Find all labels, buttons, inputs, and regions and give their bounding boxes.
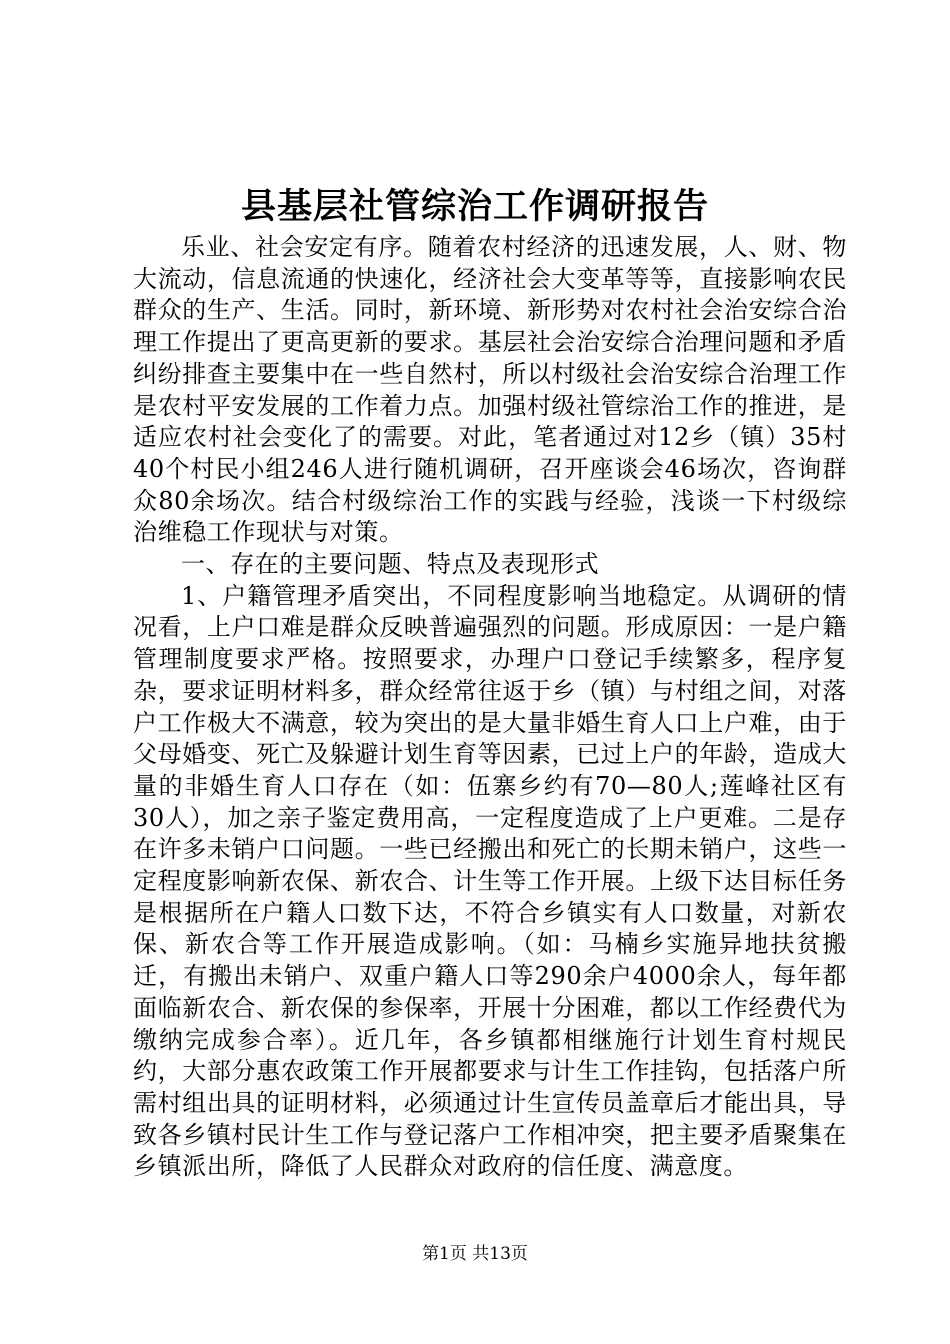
document-title: 县基层社管综治工作调研报告 xyxy=(240,186,709,227)
section-heading: 一、存在的主要问题、特点及表现形式 xyxy=(181,550,600,579)
document-body xyxy=(133,232,847,1183)
paragraph-intro: 乐业、社会安定有序。随着农村经济的迅速发展，人、财、物大流动，信息流通的快速化，经济社会大变革等等，直接影响农民群众的生产、生活。同时，新环境、新形势对农村社会治安综合治理工作提出了更高更新的要求。基层社会治安综合治理问题和矛盾纠纷排查主要集中在一些自然村，所以村级社会治安综合治理工作是农村平安发展的工作着力点。加强村级社管综治工作的推进，是适应农村社会变化了的需要。对此，笔者通过对12乡（镇）35村40个村民小组246人进行随机调研，召开座谈会46场次，咨询群众80余场次。结合村级综治工作的实践与经验，浅谈一下村级综治维稳工作现状与对策。 xyxy=(133,233,847,547)
page-number: 第1页 共13页 xyxy=(422,1244,528,1264)
paragraph-household-registration: 1、户籍管理矛盾突出，不同程度影响当地稳定。从调研的情况看，上户口难是群众反映普遍强烈的问题。形成原因：一是户籍管理制度要求严格。按照要求，办理户口登记手续繁多，程序复杂，要求证明材料多，群众经常往返于乡（镇）与村组之间，对落户工作极大不满意，较为突出的是大量非婚生育人口上户难，由于父母婚变、死亡及躲避计划生育等因素，已过上户的年龄，造成大量的非婚生育人口存在（如：伍寨乡约有70—80人;莲峰社区有30人），加之亲子鉴定费用高，一定程度造成了上户更难。二是存在许多未销户口问题。一些已经搬出和死亡的长期未销户，这些一定程度影响新农保、新农合、计生等工作开展。上级下达目标任务是根据所在户籍人口数下达，不符合乡镇实有人口数量，对新农保、新农合等工作开展造成影响。（如：马楠乡实施异地扶贫搬迁，有搬出未销户、双重户籍人口等290余户4000余人，每年都面临新农合、新农保的参保率，开展十分困难，都以工作经费代为缴纳完成参合率）。近几年，各乡镇都相继施行计划生育村规民约，大部分惠农政策工作开展都要求与计生工作挂钩，包括落户所需村组出具的证明材料，必须通过计生宣传员盖章后才能出具，导致各乡镇村民计生工作与登记落户工作相冲突，把主要矛盾聚集在乡镇派出所，降低了人民群众对政府的信任度、满意度。 xyxy=(133,581,847,1181)
